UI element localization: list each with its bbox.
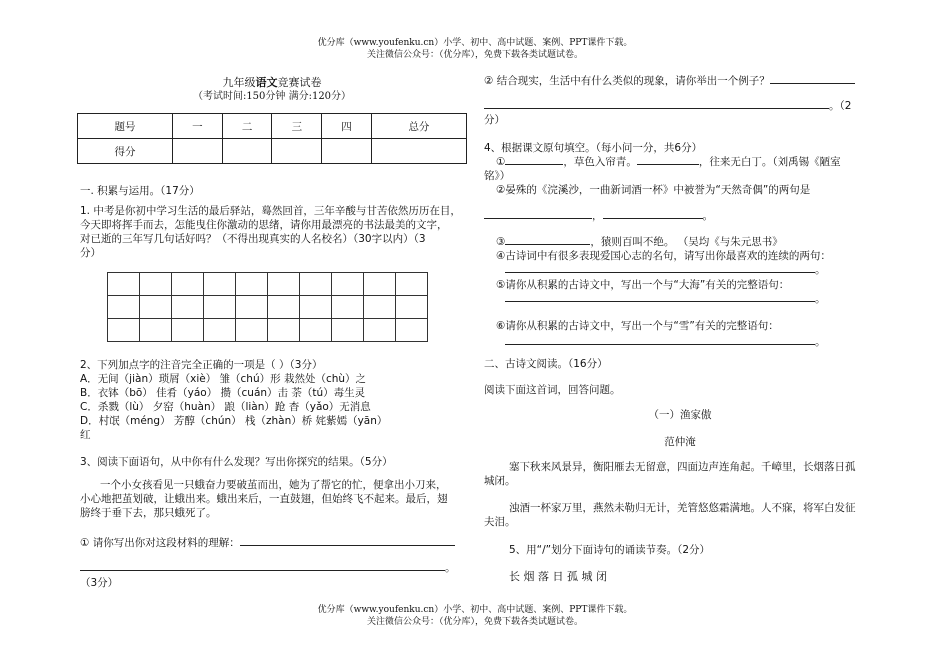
answer-blank[interactable] xyxy=(484,208,592,219)
footer-line-2: 关注微信公众号：（优分库），免费下载各类试题试卷。 xyxy=(366,617,583,627)
answer-blank[interactable] xyxy=(80,560,445,571)
answer-blank[interactable] xyxy=(637,154,699,165)
score-input-cell[interactable] xyxy=(173,139,223,164)
q1-text-1: 1. 中考是你初中学习生活的最后驿站，蓦然回首，三年辛酸与甘苦依然历历在目， xyxy=(80,205,461,217)
q3-sub1-line: 。 xyxy=(80,560,456,575)
q3-passage-1: 一个小女孩看见一只蛾奋力要破茧而出，她为了帮它的忙，便拿出小刀来， xyxy=(100,479,447,491)
poem-author: 范仲淹 xyxy=(664,436,696,448)
poem-line-1: 塞下秋来风景异，衡阳雁去无留意，四面边声连角起。千嶂里，长烟落日孤 xyxy=(509,461,856,473)
q4-item-1: ① ，草色入帘青。 ，往来无白丁。（刘禹锡《陋室 xyxy=(496,156,841,168)
score-header-cell: 四 xyxy=(322,114,372,139)
q4-item-3: ③ ，猿则百叫不绝。 （吴均《与朱元思书》 xyxy=(496,236,783,248)
q3-sub2-line: 。（2 xyxy=(484,98,851,113)
poem-line-3: 浊酒一杯家万里，燕然未勒归无计，羌管悠悠霜满地。人不寐，将军白发征 xyxy=(509,502,856,514)
exam-title: 九年级语文竞赛试卷 xyxy=(222,76,322,89)
q4-item-1-cont: 铭》） xyxy=(484,170,511,182)
q2-option-a: A．无间（jiàn）琐屑（xiè） 雏（chú）形 栽然处（chù）之 xyxy=(80,373,367,385)
answer-blank[interactable] xyxy=(603,208,703,219)
answer-blank[interactable] xyxy=(505,234,590,245)
answer-blank[interactable] xyxy=(505,291,815,302)
q3-sub2-score: 分） xyxy=(484,114,505,126)
score-header-cell: 二 xyxy=(222,114,272,139)
answer-blank[interactable] xyxy=(505,154,563,165)
q3-sub1: ① 请你写出你对这段材料的理解： xyxy=(80,535,455,550)
q4-item-5: ⑤请你从积累的古诗文中，写出一个与“大海”有关的完整语句： xyxy=(496,279,790,291)
q4-item-4: ④古诗词中有很多表现爱国心志的名句，请写出你最喜欢的连续的两句： xyxy=(496,250,831,262)
q4-item-2-line: ， 。 xyxy=(484,208,713,223)
q3-passage-2: 小心地把茧划破，让蛾出来。蛾出来后，一直鼓翅，但始终飞不起来。最后，翅 xyxy=(80,493,448,505)
footer-line-1: 优分库（www.youfenku.cn）小学、初中、高中试题、案例、PPT课件下载。 xyxy=(317,605,633,615)
score-table xyxy=(77,113,467,164)
q2-text: 2、下列加点字的注音完全正确的一项是（ ）（3分） xyxy=(80,359,323,371)
q2-option-d-cont: 红 xyxy=(80,429,91,441)
section-2-heading: 二、古诗文阅读。（16分） xyxy=(484,358,608,370)
score-input-cell[interactable] xyxy=(371,139,466,164)
reading-instruction: 阅读下面这首词，回答问题。 xyxy=(484,384,621,396)
q4-item-6: ⑥请你从积累的古诗文中，写出一个与“雪”有关的完整语句： xyxy=(496,320,779,332)
q4-item-2: ②晏殊的《浣溪沙，一曲新词酒一杯》中被誉为“天然奇偶”的两句是 xyxy=(496,184,811,196)
q1-text-3: 对已逝的三年写几句话好吗？（不得出现真实的人名校名）（30字以内）（3 xyxy=(80,233,426,245)
answer-blank[interactable] xyxy=(240,535,455,546)
q1-text-4: 分） xyxy=(80,247,101,259)
score-header-cell: 总分 xyxy=(371,114,466,139)
q4-item-4-line: 。 xyxy=(505,262,826,277)
poem-title: （一）渔家傲 xyxy=(648,409,712,421)
q2-option-c: C．杀戮（lù） 夕窑（huàn） 踉（liàn）跄 杳（yǎo）无消息 xyxy=(80,401,371,413)
score-input-cell[interactable] xyxy=(322,139,372,164)
header-line-1: 优分库（www.youfenku.cn）小学、初中、高中试题、案例、PPT课件下载。 xyxy=(317,38,633,48)
score-input-cell[interactable] xyxy=(222,139,272,164)
answer-blank[interactable] xyxy=(505,334,815,345)
poem-line-4: 夫泪。 xyxy=(484,516,516,528)
q2-option-b: B．衣钵（bō） 佳肴（yáo） 攒（cuán）击 荼（tú）毒生灵 xyxy=(80,387,366,399)
q3-sub2: ② 结合现实，生活中有什么类似的现象，请你举出一个例子？ xyxy=(484,73,855,88)
answer-blank[interactable] xyxy=(484,98,829,109)
header-line-2: 关注微信公众号：（优分库），免费下载各类试题试卷。 xyxy=(366,50,583,60)
answer-blank[interactable] xyxy=(770,73,855,84)
answer-blank[interactable] xyxy=(505,262,815,273)
q5-text: 5、用“/”划分下面诗句的诵读节奏。（2分） xyxy=(509,544,711,556)
q3-text: 3、阅读下面语句，从中你有什么发现？写出你探究的结果。（5分） xyxy=(80,456,393,468)
score-row-label: 得分 xyxy=(78,139,173,164)
q3-sub1-score: （3分） xyxy=(80,577,119,589)
score-header-cell: 三 xyxy=(272,114,322,139)
q3-passage-3: 膀终于垂下去，那只蛾死了。 xyxy=(80,507,217,519)
score-header-cell: 题号 xyxy=(78,114,173,139)
section-1-heading: 一. 积累与运用。（17分） xyxy=(80,185,200,197)
q4-text: 4、根据课文原句填空。（每小问一分，共6分） xyxy=(484,142,703,154)
score-input-cell[interactable] xyxy=(272,139,322,164)
writing-grid[interactable] xyxy=(107,272,428,342)
q5-verse[interactable]: 长 烟 落 日 孤 城 闭 xyxy=(509,570,607,583)
q2-option-d: D．村氓（méng） 芳醇（chún） 栈（zhàn）桥 姹紫嫣（yān） xyxy=(80,415,388,427)
q4-item-6-line: 。 xyxy=(505,334,826,349)
exam-subtitle: （考试时间:150分钟 满分:120分） xyxy=(192,91,352,102)
score-header-cell: 一 xyxy=(173,114,223,139)
poem-line-2: 城闭。 xyxy=(484,475,516,487)
q1-text-2: 今天即将挥手而去，怎能曳住你激动的思绪，请你用最漂亮的书法最美的文字， xyxy=(80,219,448,231)
q4-item-5-line: 。 xyxy=(505,291,826,306)
